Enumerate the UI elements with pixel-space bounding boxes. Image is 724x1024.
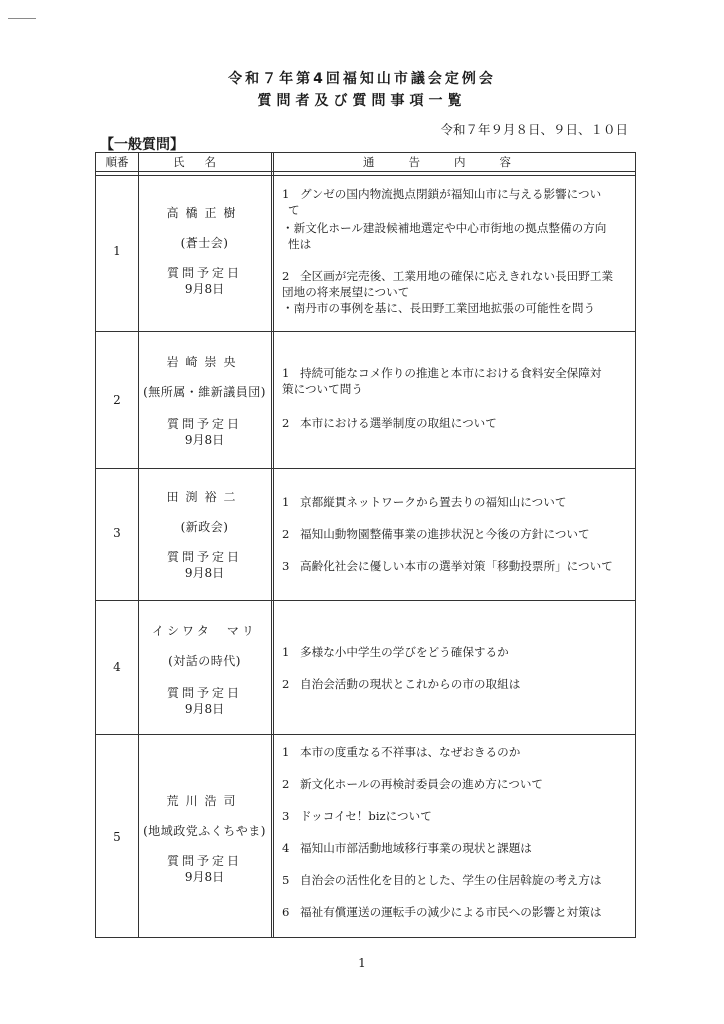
item-number: 4 — [282, 841, 290, 855]
questioner-group: (無所属・維新議員団) — [143, 385, 266, 399]
item-text: 本市の度重なる不祥事は、なぜおきるのか — [300, 745, 521, 759]
questioner-group: (新政会) — [180, 520, 229, 534]
row-number: 4 — [113, 660, 121, 674]
item-number: 2 — [282, 416, 290, 430]
list-item — [282, 300, 632, 316]
questioner-name: 高橋正樹 — [166, 206, 243, 220]
list-item — [282, 840, 632, 856]
table-row — [96, 600, 635, 735]
header-content: 通告内容 — [363, 155, 545, 169]
list-item — [282, 644, 632, 660]
item-text: 多様な小中学生の学びをどう確保するか — [300, 645, 509, 659]
item-number: 6 — [282, 905, 290, 919]
list-item — [282, 186, 632, 218]
item-subtext: ・南丹市の事例を基に、長田野工業団地拡張の可能性を問う — [282, 301, 596, 315]
list-item — [282, 676, 632, 692]
list-item — [282, 744, 632, 760]
questioner-name: 荒川浩司 — [166, 794, 243, 808]
item-text: 福祉有償運送の運転手の減少による市民への影響と対策は — [300, 905, 602, 919]
item-number: 3 — [282, 559, 290, 573]
item-text: 団地の将来展望について — [282, 285, 410, 299]
item-text: 自治会の活性化を目的とした、学生の住居斡旋の考え方は — [300, 873, 602, 887]
schedule-label: 質問予定日 — [166, 686, 242, 700]
schedule-label: 質問予定日 — [166, 550, 242, 564]
list-item — [282, 558, 632, 574]
item-subtext: ・新文化ホール建設候補地選定や中心市街地の拠点整備の方向 — [282, 221, 607, 235]
row-number: 5 — [113, 830, 121, 844]
list-item — [282, 904, 632, 920]
table-header — [96, 153, 635, 172]
item-text: て — [288, 203, 300, 217]
item-number: 1 — [282, 745, 290, 759]
schedule-date: 9月8日 — [184, 870, 225, 884]
item-number: 1 — [282, 366, 290, 380]
item-number: 3 — [282, 809, 290, 823]
list-item — [282, 526, 632, 542]
schedule-label: 質問予定日 — [166, 266, 242, 280]
table-row — [96, 734, 635, 937]
item-text: 全区画が完売後、工業用地の確保に応えきれない長田野工業 — [300, 269, 614, 283]
schedule-date: 9月8日 — [184, 566, 225, 580]
questioner-group: (対話の時代) — [168, 654, 241, 668]
list-item — [282, 776, 632, 792]
item-text: 新文化ホールの再検討委員会の進め方について — [300, 777, 544, 791]
schedule-date: 9月8日 — [184, 702, 225, 716]
item-number: 5 — [282, 873, 290, 887]
schedule-label: 質問予定日 — [166, 854, 242, 868]
item-number: 2 — [282, 677, 290, 691]
table-row — [96, 468, 635, 601]
item-number: 2 — [282, 527, 290, 541]
item-text: 策について問う — [282, 382, 363, 396]
section-label: 【一般質問】 — [100, 137, 184, 153]
list-item — [282, 808, 632, 824]
table-row — [96, 176, 635, 332]
row-number: 2 — [113, 393, 121, 407]
questioner-name: イシワタ マリ — [152, 624, 257, 638]
row-number: 3 — [113, 526, 121, 540]
list-item — [282, 494, 632, 510]
item-text: 本市における選挙制度の取組について — [300, 416, 497, 430]
item-subtext: 性は — [288, 237, 312, 251]
item-number: 1 — [282, 187, 290, 201]
header-name: 氏名 — [173, 155, 236, 169]
header-number: 順番 — [105, 155, 129, 169]
document-subtitle: 質問者及び質問事項一覧 — [257, 93, 467, 109]
item-number: 2 — [282, 269, 290, 283]
list-item — [282, 268, 632, 300]
item-text: 福知山動物園整備事業の進捗状況と今後の方針について — [300, 527, 590, 541]
questioner-name: 田渕裕二 — [166, 490, 243, 504]
question-table — [95, 152, 636, 938]
list-item — [282, 365, 632, 397]
list-item — [282, 415, 632, 431]
item-text: グンゼの国内物流拠点閉鎖が福知山市に与える影響につい — [300, 187, 602, 201]
item-text: 京都縦貫ネットワークから置去りの福知山について — [300, 495, 567, 509]
table-row — [96, 331, 635, 469]
row-number: 1 — [113, 244, 121, 258]
scan-mark — [8, 18, 36, 19]
item-text: ドッコイセ！bizについて — [300, 809, 432, 823]
schedule-date: 9月8日 — [184, 282, 225, 296]
session-dates: 令和７年９月８日、９日、１０日 — [440, 122, 628, 137]
item-text: 自治会活動の現状とこれからの市の取組は — [300, 677, 521, 691]
item-text: 高齢化社会に優しい本市の選挙対策「移動投票所」について — [300, 559, 613, 573]
list-item — [282, 872, 632, 888]
document-title: 令和７年第4回福知山市議会定例会 — [228, 71, 496, 87]
page-number: 1 — [358, 956, 366, 970]
questioner-group: (蒼士会) — [180, 236, 229, 250]
item-number: 2 — [282, 777, 290, 791]
item-text: 福知山市部活動地域移行事業の現状と課題は — [300, 841, 532, 855]
schedule-date: 9月8日 — [184, 433, 225, 447]
questioner-group: (地域政党ふくちやま) — [143, 824, 266, 838]
item-text: 持続可能なコメ作りの推進と本市における食料安全保障対 — [300, 366, 602, 380]
item-number: 1 — [282, 645, 290, 659]
item-number: 1 — [282, 495, 290, 509]
list-item — [282, 220, 632, 252]
questioner-name: 岩崎崇央 — [166, 355, 243, 369]
schedule-label: 質問予定日 — [166, 417, 242, 431]
